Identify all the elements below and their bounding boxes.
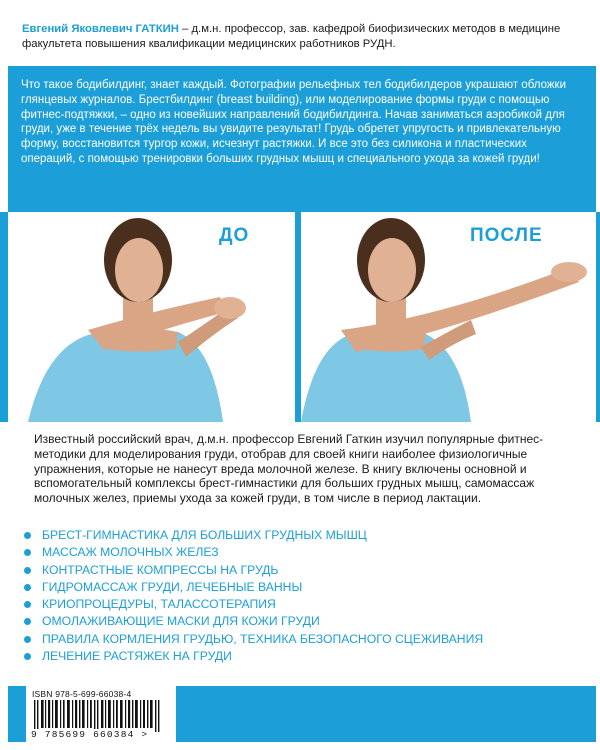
before-label: ДО xyxy=(219,225,250,246)
photo-border-left xyxy=(0,212,8,422)
face xyxy=(115,238,163,302)
isbn-text: ISBN 978-5-699-66038-4 xyxy=(32,689,132,699)
topic-item: КРИОПРОЦЕДУРЫ, ТАЛАССОТЕРАПИЯ xyxy=(22,596,582,613)
topic-item: ПРАВИЛА КОРМЛЕНИЯ ГРУДЬЮ, ТЕХНИКА БЕЗОПАСНОГО СЦЕЖИВАНИЯ xyxy=(22,631,582,648)
topic-item: ОМОЛАЖИВАЮЩИЕ МАСКИ ДЛЯ КОЖИ ГРУДИ xyxy=(22,613,582,630)
after-photo xyxy=(301,212,596,422)
bullet-icon xyxy=(24,584,31,591)
bullet-icon xyxy=(24,532,31,539)
author-credentials: – д.м.н. профессор, зав. кафедрой биофизических методов в медицине факультета повышения квалификации медицинских работников РУДН. xyxy=(22,23,561,50)
intro-text: Что такое бодибилдинг, знает каждый. Фотографии рельефных тел бодибилдеров украшают обложки глянцевых журналов. Брестбилдинг (breast building), или моделирование формы груди с помощью фитнес-подтяжки, – одно из новейших направлений бодибилдинга. Начав заниматься аэробикой для груди, уже в течение трёх недель вы увидите результат! Грудь обретет упругость и привлекательную форму, восстановится тургор кожи, исчезнут растяжки. И все это без силикона и пластических операций, с помощью тренировки больших грудных мышц и специального ухода за кожей груди! xyxy=(21,79,567,165)
bullet-icon xyxy=(24,636,31,643)
author-name: Евгений Яковлевич ГАТКИН xyxy=(22,23,179,35)
bullet-icon xyxy=(24,618,31,625)
barcode-digits: 9 785699 660384 > xyxy=(31,729,149,740)
face xyxy=(368,238,416,302)
topics-list xyxy=(22,527,582,665)
after-label: ПОСЛЕ xyxy=(470,225,543,246)
hand xyxy=(551,262,587,282)
topic-item: КОНТРАСТНЫЕ КОМПРЕССЫ НА ГРУДЬ xyxy=(22,562,582,579)
topic-item: МАССАЖ МОЛОЧНЫХ ЖЕЛЕЗ xyxy=(22,544,582,561)
after-woman-illustration xyxy=(301,212,596,422)
bullet-icon xyxy=(24,601,31,608)
topic-item: ГИДРОМАССАЖ ГРУДИ, ЛЕЧЕБНЫЕ ВАННЫ xyxy=(22,579,582,596)
bullet-icon xyxy=(24,567,31,574)
before-photo xyxy=(8,212,295,422)
bullet-icon xyxy=(24,549,31,556)
hands xyxy=(214,297,246,319)
barcode-icon xyxy=(32,700,172,732)
photo-border-right xyxy=(596,212,600,422)
topic-item: БРЕСТ-ГИМНАСТИКА ДЛЯ БОЛЬШИХ ГРУДНЫХ МЫШЦ xyxy=(22,527,582,544)
bullet-icon xyxy=(24,653,31,660)
topic-item: ЛЕЧЕНИЕ РАСТЯЖЕК НА ГРУДИ xyxy=(22,648,582,665)
before-woman-illustration xyxy=(8,212,295,422)
author-bio xyxy=(22,22,582,51)
book-description: Известный российский врач, д.м.н. профессор Евгений Гаткин изучил популярные фитнес-методики для моделирования груди, отобрав для своей книги наиболее физиологичные упражнения, которые не нанесут вреда молочной железе. В книгу включены основной и вспомогательный комплексы брест-гимнастики для больших грудных мышц, самомассаж молочных желез, приемы ухода за кожей груди, в том числе в период лактации. xyxy=(34,432,544,506)
